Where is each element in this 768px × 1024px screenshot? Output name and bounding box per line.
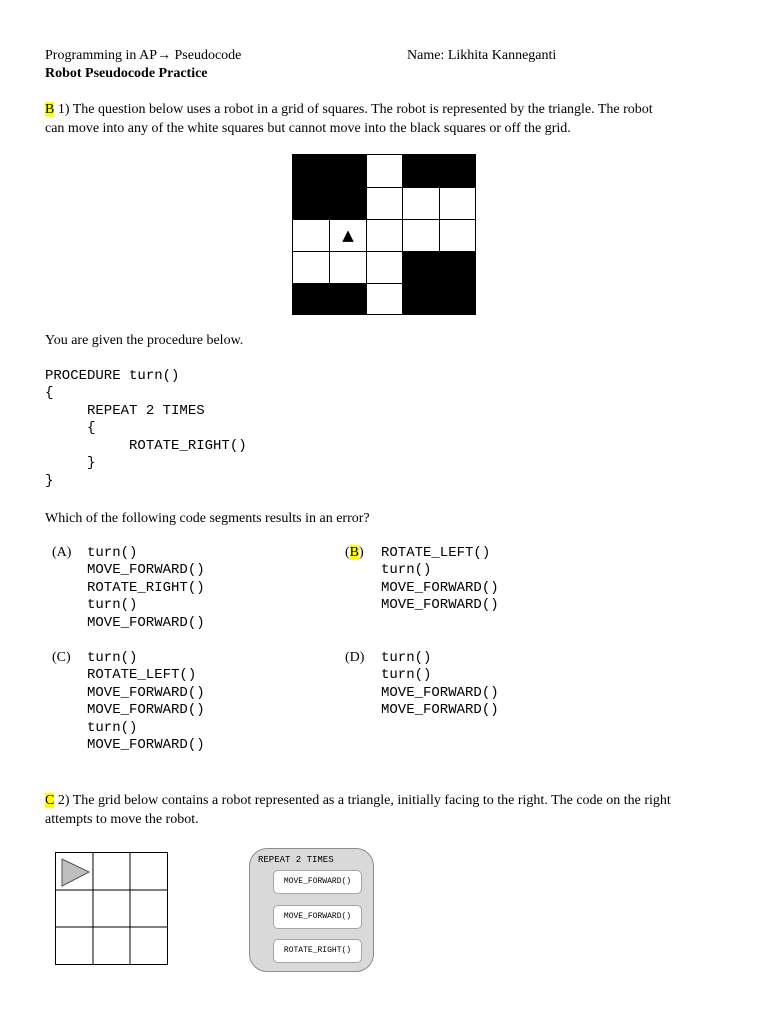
worksheet-title: Robot Pseudocode Practice <box>45 66 208 81</box>
grid-cell <box>366 219 403 252</box>
code-line: PROCEDURE turn() <box>45 368 180 384</box>
student-name: Name: Likhita Kanneganti <box>407 48 557 63</box>
code-line: turn() <box>381 562 432 578</box>
code-line: MOVE_FORWARD() <box>381 597 499 613</box>
grid-cell <box>366 154 403 188</box>
grid-cell <box>402 187 440 220</box>
q2-text-line2: attempts to move the robot. <box>45 812 199 827</box>
course-title: Programming in AP→ Pseudocode <box>45 48 242 63</box>
q1-text <box>45 100 745 138</box>
black-block-bottom-right <box>402 251 476 315</box>
grid-cell <box>292 219 330 252</box>
code-line: { <box>45 385 54 401</box>
code-line: turn() <box>87 650 138 666</box>
q2-answer-highlight: C <box>45 793 55 808</box>
grid-cell <box>366 283 403 315</box>
code-line: ROTATE_RIGHT() <box>45 438 247 454</box>
code-line: turn() <box>381 667 432 683</box>
grid-cell <box>329 251 367 284</box>
grid-cell <box>366 251 403 284</box>
code-line: MOVE_FORWARD() <box>87 702 205 718</box>
robot-grid-3x3 <box>55 852 168 965</box>
grid-cell <box>439 187 476 220</box>
grid-cell <box>366 187 403 220</box>
q2-text <box>45 791 745 829</box>
option-b-letter: B <box>349 545 360 560</box>
robot-triangle-icon: ▲ <box>342 226 354 244</box>
robot-triangle-right-icon <box>62 859 89 886</box>
q1-text-line2: can move into any of the white squares but cannot move into the black squares or off the grid. <box>45 121 571 136</box>
block-command: MOVE_FORWARD() <box>273 905 362 929</box>
code-line: { <box>45 420 96 436</box>
block-command: MOVE_FORWARD() <box>273 870 362 894</box>
option-b-paren-close: ) <box>359 545 364 560</box>
black-block-top-right <box>402 154 476 187</box>
code-line: turn() <box>87 597 138 613</box>
grid-cell <box>439 219 476 252</box>
code-line: } <box>45 473 54 489</box>
option-b-label <box>345 545 364 561</box>
code-line: turn() <box>381 650 432 666</box>
option-b-paren-open: ( <box>345 545 350 560</box>
code-line: MOVE_FORWARD() <box>381 580 499 596</box>
block-command: ROTATE_RIGHT() <box>273 939 362 963</box>
option-a-label: (A) <box>52 545 72 560</box>
code-line: REPEAT 2 TIMES <box>45 403 205 419</box>
code-line: turn() <box>87 720 138 736</box>
grid-cell <box>402 219 440 252</box>
q1-answer-highlight: B <box>45 102 55 117</box>
black-block-bottom-left <box>292 283 366 315</box>
repeat-block-header: REPEAT 2 TIMES <box>258 855 334 865</box>
code-line: } <box>45 455 96 471</box>
grid-lines <box>56 853 167 964</box>
code-line: MOVE_FORWARD() <box>87 615 205 631</box>
code-line: ROTATE_LEFT() <box>87 667 197 683</box>
grid-cell <box>292 251 330 284</box>
q2-text-line1: 2) The grid below contains a robot represented as a triangle, initially facing to the right. The code on the right <box>54 793 671 808</box>
robot-cell <box>329 219 367 252</box>
code-line: MOVE_FORWARD() <box>87 685 205 701</box>
option-d-label: (D) <box>345 650 365 665</box>
block-code-repeat <box>249 848 374 972</box>
code-line: ROTATE_LEFT() <box>381 545 491 561</box>
code-line: turn() <box>87 545 138 561</box>
q1-text-line1: 1) The question below uses a robot in a grid of squares. The robot is represented by the triangle. The robot <box>54 102 653 117</box>
given-procedure-text: You are given the procedure below. <box>45 333 244 348</box>
code-line: ROTATE_RIGHT() <box>87 580 205 596</box>
black-block-top-left <box>292 154 366 219</box>
code-line: MOVE_FORWARD() <box>87 562 205 578</box>
q1-question: Which of the following code segments results in an error? <box>45 511 370 526</box>
option-c-label: (C) <box>52 650 71 665</box>
code-line: MOVE_FORWARD() <box>381 702 499 718</box>
robot-grid <box>292 154 476 315</box>
code-line: MOVE_FORWARD() <box>87 737 205 753</box>
code-line: MOVE_FORWARD() <box>381 685 499 701</box>
